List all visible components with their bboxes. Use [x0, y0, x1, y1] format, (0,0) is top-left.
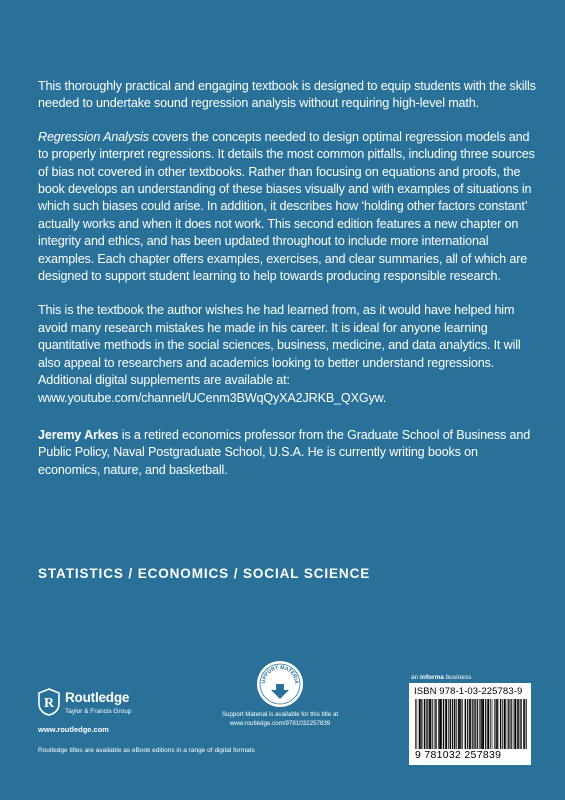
barcode-bar: [440, 699, 441, 749]
barcode-bar: [415, 699, 416, 749]
barcode-bar: [417, 699, 418, 749]
barcode-bar: [467, 699, 468, 749]
barcode-bar: [419, 699, 420, 749]
barcode-bar: [488, 699, 489, 749]
barcode-bar: [468, 699, 469, 749]
barcode-bar: [485, 699, 486, 749]
barcode-bar: [444, 699, 445, 749]
barcode-bar: [508, 699, 509, 749]
barcode-bar: [519, 699, 520, 749]
barcode-bar: [420, 699, 421, 749]
support-material-text: [195, 711, 365, 728]
barcode-bar: [432, 699, 433, 749]
publisher-tagline: Taylor & Francis Group: [65, 708, 132, 715]
barcode-bar: [487, 699, 488, 749]
barcode-bar: [471, 699, 472, 749]
barcode-bar: [434, 699, 435, 749]
badge-text: UPPORT MATERIA: [260, 664, 300, 685]
barcode-bar: [438, 699, 439, 749]
description-paragraph-1: This thoroughly practical and engaging textbook is designed to equip students with the skills needed to undertake sound regression analysis without requiring high-level math.: [38, 79, 536, 111]
barcode-bar: [526, 699, 527, 749]
barcode-bar: [443, 699, 444, 749]
barcode-bar: [507, 699, 508, 749]
barcode-bar: [421, 699, 422, 749]
barcode-bar: [510, 699, 511, 749]
barcode-bar: [514, 699, 515, 749]
publisher-name: Routledge: [65, 690, 130, 705]
barcode-bar: [502, 699, 503, 749]
barcode-bar: [480, 699, 481, 749]
subject-categories: STATISTICS / ECONOMICS / SOCIAL SCIENCE: [38, 566, 371, 581]
barcode-bar: [427, 699, 428, 749]
barcode-bar: [482, 699, 483, 749]
barcode-bar: [430, 699, 431, 749]
barcode-bar: [479, 699, 480, 749]
barcode-bar: [456, 699, 457, 749]
description-paragraph-2-text: covers the concepts needed to design optimal regression models and to properly interpret regressions. It details the most common pitfalls, including three sources of bias not covered in other textbooks. Rather than focusing on equations and proofs, the book develops an understanding of these biases visually and with examples of situations in which such biases could arise. In addition, it describes how ‘holding other factors constant’ actually works and when it does not work. This second edition features a new chapter on integrity and ethics, and has been updated throughout to include more international examples. Each chapter offers examples, exercises, and clear summaries, all of which are designed to support student learning to help towards producing responsible research.: [38, 129, 535, 284]
description-text: [38, 78, 536, 496]
support-material-block: [195, 660, 365, 728]
imprint-suffix: business: [443, 674, 472, 681]
barcode-bar: [520, 699, 521, 749]
barcode-bar: [517, 699, 518, 749]
barcode-bar: [492, 699, 493, 749]
barcode-bar: [429, 699, 430, 749]
barcode-bar: [477, 699, 478, 749]
barcode-bar: [521, 699, 522, 749]
book-title-italic: Regression Analysis: [38, 129, 149, 144]
barcode-bar: [525, 699, 526, 749]
barcode-bar: [462, 699, 463, 749]
barcode-bar: [453, 699, 454, 749]
barcode-bar: [513, 699, 514, 749]
barcode-digits: 9 781032 257839: [415, 749, 502, 761]
barcode-bar: [500, 699, 501, 749]
support-material-badge-icon: [256, 660, 304, 708]
barcode-bar: [450, 699, 451, 749]
imprint-prefix: an: [411, 674, 421, 681]
barcode-bar: [445, 699, 446, 749]
barcode-bar: [495, 699, 496, 749]
barcode-bar: [494, 699, 495, 749]
barcode-bar: [435, 699, 436, 749]
barcode-bar: [454, 699, 455, 749]
barcode-bar: [523, 699, 524, 749]
support-line-1: Support Material is available for this title at: [221, 711, 339, 718]
barcode-bar: [446, 699, 447, 749]
barcode-bar: [490, 699, 491, 749]
barcode-bar: [498, 699, 499, 749]
barcode-bar: [459, 699, 460, 749]
informa-imprint: [411, 674, 471, 681]
barcode-bar: [504, 699, 505, 749]
barcode-bar: [448, 699, 449, 749]
barcode-panel: [409, 683, 531, 765]
barcode-bar: [436, 699, 437, 749]
barcode-bar: [477, 699, 478, 749]
barcode-bar: [441, 699, 442, 749]
barcode-bar: [452, 699, 453, 749]
barcode-bar: [483, 699, 484, 749]
svg-text:R: R: [43, 696, 55, 711]
barcode-bar: [423, 699, 424, 749]
barcode-bar: [486, 699, 487, 749]
barcode-bar: [458, 699, 459, 749]
barcode-bar: [473, 699, 474, 749]
barcode-bar: [497, 699, 498, 749]
routledge-logo-mark-icon: [38, 688, 60, 716]
barcode-bar: [424, 699, 425, 749]
barcode-bar: [515, 699, 516, 749]
barcode-bar: [505, 699, 506, 749]
barcode-bar: [465, 699, 466, 749]
barcode-bars: [415, 699, 527, 749]
support-url: www.routledge.com/9781032257839: [229, 719, 331, 727]
description-paragraph-3: This is the textbook the author wishes he had learned from, as it would have helped him avoid many research mistakes he made in his career. It is ideal for anyone learning quantitative methods in the social sciences, business, medicine, and data analytics. It will also appeal to researchers and academics looking to better understand regressions. Additional digital supplements are available at: www.youtube.com/channel/UCenm3BWqQyXA2JRKB_QXGyw.: [38, 303, 521, 405]
barcode-bar: [461, 699, 462, 749]
barcode-bar: [469, 699, 470, 749]
barcode-bar: [459, 699, 460, 749]
isbn-label: ISBN 978-1-03-225783-9: [414, 686, 523, 697]
barcode-bar: [511, 699, 512, 749]
ebook-note: Routledge titles are available as eBook editions in a range of digital formats: [38, 747, 255, 754]
imprint-brand: informa: [420, 674, 444, 681]
author-name: Jeremy Arkes: [38, 427, 119, 442]
barcode-bar: [472, 699, 473, 749]
barcode-bar: [474, 699, 475, 749]
publisher-website: www.routledge.com: [38, 725, 109, 734]
barcode-bar: [426, 699, 427, 749]
author-bio-text: is a retired economics professor from the Graduate School of Business and Public Policy, Naval Postgraduate School, U.S.A. He is currently writing books on economics, nature, and basketball.: [38, 427, 531, 477]
description-paragraph-2: [38, 129, 536, 286]
author-bio: [38, 427, 536, 479]
